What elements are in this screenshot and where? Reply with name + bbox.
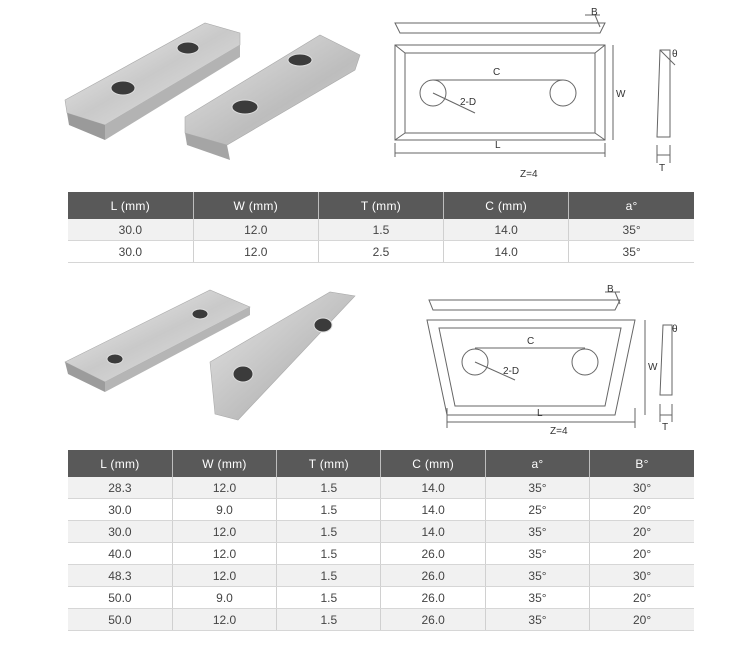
table-header-cell: a° xyxy=(569,192,694,219)
table-header-cell: W (mm) xyxy=(193,192,318,219)
drawing2-label-l: L xyxy=(537,408,543,419)
table-row xyxy=(68,477,694,499)
table-cell: 35° xyxy=(485,543,589,565)
table-cell: 30.0 xyxy=(68,499,172,521)
table-cell: 35° xyxy=(485,565,589,587)
table-cell: 30° xyxy=(590,477,694,499)
drawing2-label-w: W xyxy=(648,362,658,373)
table-cell: 14.0 xyxy=(444,219,569,241)
table-cell: 28.3 xyxy=(68,477,172,499)
drawing1-label-b: B xyxy=(591,7,598,18)
table-cell: 14.0 xyxy=(381,521,485,543)
table-row xyxy=(68,609,694,631)
drawing2-label-theta: θ xyxy=(672,324,678,335)
drawing1-label-t: T xyxy=(659,163,666,174)
table-cell: 12.0 xyxy=(172,609,276,631)
table-cell: 14.0 xyxy=(444,241,569,263)
table-cell: 35° xyxy=(485,609,589,631)
table-row xyxy=(68,587,694,609)
table-cell: 9.0 xyxy=(172,499,276,521)
table-cell: 30.0 xyxy=(68,219,193,241)
table-row xyxy=(68,543,694,565)
table-cell: 35° xyxy=(569,241,694,263)
spec-table-rectangular xyxy=(68,192,694,263)
table-cell: 30.0 xyxy=(68,521,172,543)
table-cell: 12.0 xyxy=(193,241,318,263)
table-row xyxy=(68,565,694,587)
table-cell: 12.0 xyxy=(172,477,276,499)
table-row xyxy=(68,499,694,521)
table-cell: 1.5 xyxy=(277,565,381,587)
table-cell: 40.0 xyxy=(68,543,172,565)
technical-drawing-rectangular xyxy=(385,5,715,185)
table-cell: 12.0 xyxy=(172,565,276,587)
table-cell: 20° xyxy=(590,609,694,631)
table-cell: 1.5 xyxy=(277,609,381,631)
table-cell: 35° xyxy=(485,587,589,609)
table-header-cell: B° xyxy=(590,450,694,477)
drawing1-label-l: L xyxy=(495,140,501,151)
table-cell: 1.5 xyxy=(277,499,381,521)
table-cell: 35° xyxy=(485,521,589,543)
table-cell: 20° xyxy=(590,587,694,609)
drawing1-label-c: C xyxy=(493,67,501,78)
table-cell: 2.5 xyxy=(318,241,443,263)
table-cell: 1.5 xyxy=(277,521,381,543)
drawing2-label-d: 2-D xyxy=(503,366,520,377)
product-photo-rectangular-inserts xyxy=(55,15,370,165)
table-cell: 1.5 xyxy=(318,219,443,241)
drawing2-label-c: C xyxy=(527,336,535,347)
table-header-cell: W (mm) xyxy=(172,450,276,477)
table-cell: 26.0 xyxy=(381,587,485,609)
table-header-cell: L (mm) xyxy=(68,192,193,219)
table-cell: 35° xyxy=(485,477,589,499)
table-header-row xyxy=(68,192,694,219)
table-cell: 20° xyxy=(590,543,694,565)
table-cell: 35° xyxy=(569,219,694,241)
table-row xyxy=(68,241,694,263)
table-cell: 26.0 xyxy=(381,543,485,565)
table-header-cell: L (mm) xyxy=(68,450,172,477)
table-header-cell: a° xyxy=(485,450,589,477)
table-cell: 1.5 xyxy=(277,587,381,609)
technical-drawing-parallelogram xyxy=(415,280,715,440)
drawing2-label-t: T xyxy=(662,422,669,433)
table-cell: 1.5 xyxy=(277,477,381,499)
table-cell: 30° xyxy=(590,565,694,587)
spec-table-parallelogram xyxy=(68,450,694,631)
table-cell: 50.0 xyxy=(68,587,172,609)
table-row xyxy=(68,521,694,543)
table-cell: 50.0 xyxy=(68,609,172,631)
drawing1-label-theta: θ xyxy=(672,49,678,60)
table-header-cell: T (mm) xyxy=(277,450,381,477)
table-cell: 26.0 xyxy=(381,565,485,587)
table-cell: 20° xyxy=(590,499,694,521)
drawing2-note-z: Z=4 xyxy=(550,426,568,437)
drawing1-label-d: 2-D xyxy=(460,97,477,108)
table-cell: 12.0 xyxy=(193,219,318,241)
table-header-cell: T (mm) xyxy=(318,192,443,219)
table-header-row xyxy=(68,450,694,477)
table-header-cell: C (mm) xyxy=(381,450,485,477)
table-header-cell: C (mm) xyxy=(444,192,569,219)
drawing1-label-w: W xyxy=(616,89,626,100)
table-cell: 14.0 xyxy=(381,477,485,499)
table-cell: 14.0 xyxy=(381,499,485,521)
table-cell: 26.0 xyxy=(381,609,485,631)
table-cell: 12.0 xyxy=(172,543,276,565)
table-cell: 30.0 xyxy=(68,241,193,263)
table-cell: 20° xyxy=(590,521,694,543)
drawing2-label-b: B xyxy=(607,284,614,295)
table-cell: 12.0 xyxy=(172,521,276,543)
table-cell: 1.5 xyxy=(277,543,381,565)
table-cell: 25° xyxy=(485,499,589,521)
table-cell: 9.0 xyxy=(172,587,276,609)
table-cell: 48.3 xyxy=(68,565,172,587)
table-row xyxy=(68,219,694,241)
drawing1-note-z: Z=4 xyxy=(520,169,538,180)
product-photo-parallelogram-inserts xyxy=(60,282,360,422)
